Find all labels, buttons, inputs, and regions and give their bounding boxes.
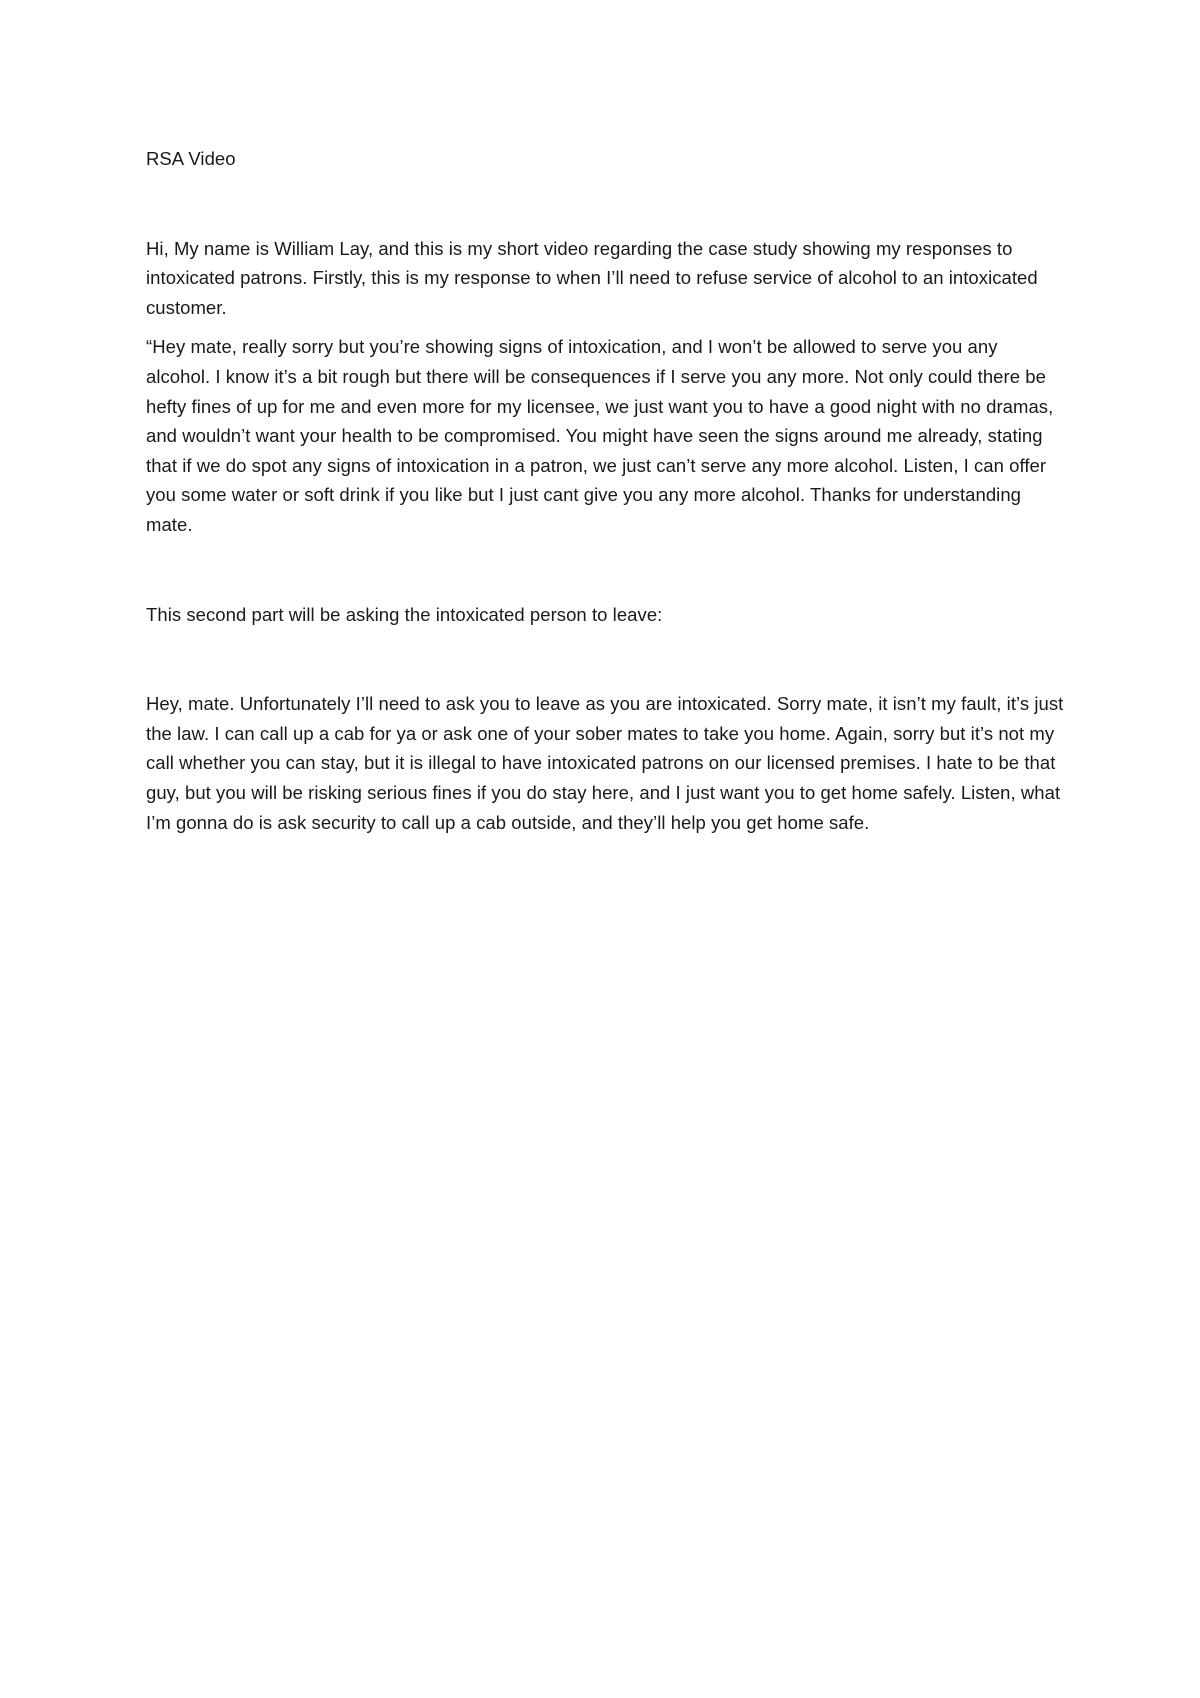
leave-request-paragraph: Hey, mate. Unfortunately I’ll need to ask you to leave as you are intoxicated. Sorry mate, it isn’t my fault, it’s just the law. I can call up a cab for ya or ask one of your sober mates to take you home. Again, sorry but it’s not my call whether you can stay, but it is illegal to have intoxicated patrons on our licensed premises. I hate to be that guy, but you will be risking serious fines if you do stay here, and I just want you to get home safely. Listen, what I’m gonna do is ask security to call up a cab outside, and they’ll help you get home safe. [146, 693, 1064, 833]
document-title: RSA Video [146, 148, 236, 169]
refusal-response-paragraph: “Hey mate, really sorry but you’re showing signs of intoxication, and I won’t be allowed to serve you any alcohol. I know it’s a bit rough but there will be consequences if I serve you any more. Not only could there be hefty fines of up for me and even more for my licensee, we just want you to have a good night with no dramas, and wouldn’t want your health to be compromised. You might have seen the signs around me already, stating that if we do spot any signs of intoxication in a patron, we just can’t serve any more alcohol. Listen, I can offer you some water or soft drink if you like but I just cant give you any more alcohol. Thanks for understanding mate. [146, 336, 1054, 535]
document-body [146, 144, 1066, 837]
intro-paragraph: Hi, My name is William Lay, and this is my short video regarding the case study showing my responses to intoxicated patrons. Firstly, this is my response to when I’ll need to refuse service of alcohol to an intoxicated customer. [146, 237, 1038, 318]
second-part-heading: This second part will be asking the intoxicated person to leave: [146, 603, 663, 625]
